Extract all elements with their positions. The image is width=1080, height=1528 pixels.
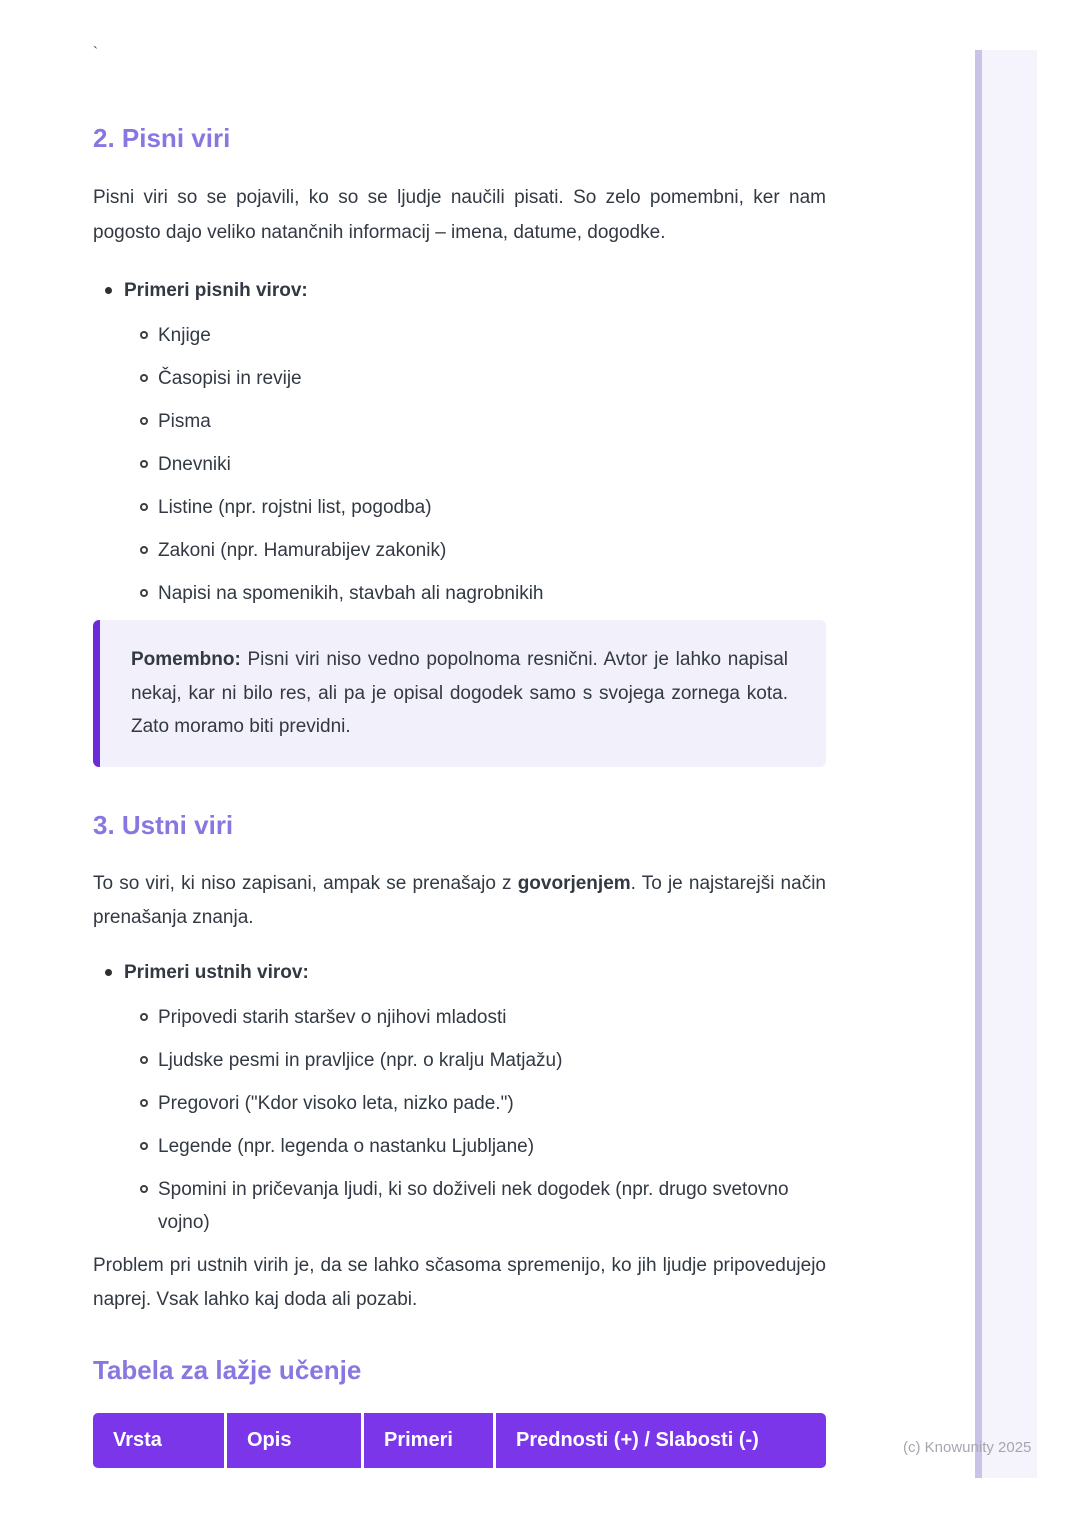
disc-bullet-icon [93, 274, 124, 307]
list-item-label: Pregovori ("Kdor visoko leta, nizko pade.") [158, 1092, 514, 1114]
list-item-label: Pripovedi starih staršev o njihovi mladosti [158, 1006, 507, 1028]
table-header-row [93, 1413, 826, 1468]
list-title: Primeri ustnih virov: [124, 961, 309, 983]
ustni-viri-intro-paragraph [93, 867, 826, 936]
callout-label: Pomembno: [131, 649, 241, 670]
list-item-label: Dnevniki [158, 454, 231, 475]
callout-paragraph [131, 643, 788, 744]
circle-bullet-icon [93, 1173, 158, 1239]
list-item-label: Napisi na spomenikih, stavbah ali nagrobnikih [158, 583, 544, 604]
right-margin-panel [975, 50, 1037, 1478]
circle-bullet-icon [93, 1044, 158, 1077]
list-item-label: Ljudske pesmi in pravljice (npr. o kralju Matjažu) [158, 1049, 563, 1071]
list-item [93, 1001, 826, 1034]
list-item [93, 1173, 826, 1239]
list-item-label: Časopisi in revije [158, 368, 302, 389]
important-callout [93, 620, 826, 767]
circle-bullet-icon [93, 534, 158, 567]
list-item [93, 405, 826, 438]
list-item [93, 1130, 826, 1163]
pisni-viri-intro-paragraph: Pisni viri so se pojavili, ko so se ljudje naučili pisati. So zelo pomembni, ker nam pogosto dajo veliko natančnih informacij – imena, datume, dogodke. [93, 187, 826, 243]
circle-bullet-icon [93, 319, 158, 352]
circle-bullet-icon [93, 362, 158, 395]
table-header-prednosti-slabosti: Prednosti (+) / Slabosti (-) [496, 1413, 826, 1468]
list-item [93, 448, 826, 481]
page-content [93, 0, 826, 1468]
list-title-row [93, 956, 826, 989]
ustni-viri-list [93, 956, 826, 1239]
list-item-label: Knjige [158, 325, 211, 346]
table-section-heading: Tabela za lažje učenje [93, 1354, 362, 1385]
list-title: Primeri pisnih virov: [124, 280, 308, 301]
list-item [93, 1044, 826, 1077]
list-item [93, 534, 826, 567]
table-header-vrsta: Vrsta [93, 1413, 224, 1468]
intro-suffix: . To je najstarejši način prenašanja znanja. [93, 872, 826, 928]
list-item [93, 1087, 826, 1120]
disc-bullet-icon [93, 956, 124, 989]
section-heading-ustni-viri: 3. Ustni viri [93, 809, 234, 840]
list-item-label: Listine (npr. rojstni list, pogodba) [158, 497, 432, 518]
list-item-label: Legende (npr. legenda o nastanku Ljubljane) [158, 1135, 535, 1157]
list-item-label: Zakoni (npr. Hamurabijev zakonik) [158, 540, 447, 561]
circle-bullet-icon [93, 577, 158, 610]
table-header-primeri: Primeri [364, 1413, 493, 1468]
list-item [93, 577, 826, 610]
list-item [93, 491, 826, 524]
intro-prefix: To so viri, ki niso zapisani, ampak se prenašajo z [93, 872, 518, 894]
circle-bullet-icon [93, 1001, 158, 1034]
circle-bullet-icon [93, 491, 158, 524]
circle-bullet-icon [93, 405, 158, 438]
list-item [93, 362, 826, 395]
stray-backtick: ` [93, 44, 98, 61]
ustni-viri-outro-paragraph: Problem pri ustnih virih je, da se lahko sčasoma spremenijo, ko jih ljudje pripovedujejo naprej. Vsak lahko kaj doda ali pozabi. [93, 1254, 826, 1310]
section-heading-pisni-viri: 2. Pisni viri [93, 123, 231, 153]
list-item-label: Spomini in pričevanja ljudi, ki so doživeli nek dogodek (npr. drugo svetovno vojno) [158, 1178, 789, 1233]
circle-bullet-icon [93, 1087, 158, 1120]
intro-bold-term: govorjenjem [517, 872, 631, 894]
list-item [93, 319, 826, 352]
callout-text: Pisni viri niso vedno popolnoma resnični. Avtor je lahko napisal nekaj, kar ni bilo res, ali pa je opisal dogodek samo s svojega zornega kota. Zato moramo biti previdni. [131, 649, 788, 737]
pisni-viri-list [93, 274, 826, 610]
copyright-note: (c) Knowunity 2025 [903, 1439, 1032, 1456]
list-title-row [93, 274, 826, 307]
list-item-label: Pisma [158, 411, 211, 432]
circle-bullet-icon [93, 448, 158, 481]
table-header-opis: Opis [227, 1413, 361, 1468]
circle-bullet-icon [93, 1130, 158, 1163]
